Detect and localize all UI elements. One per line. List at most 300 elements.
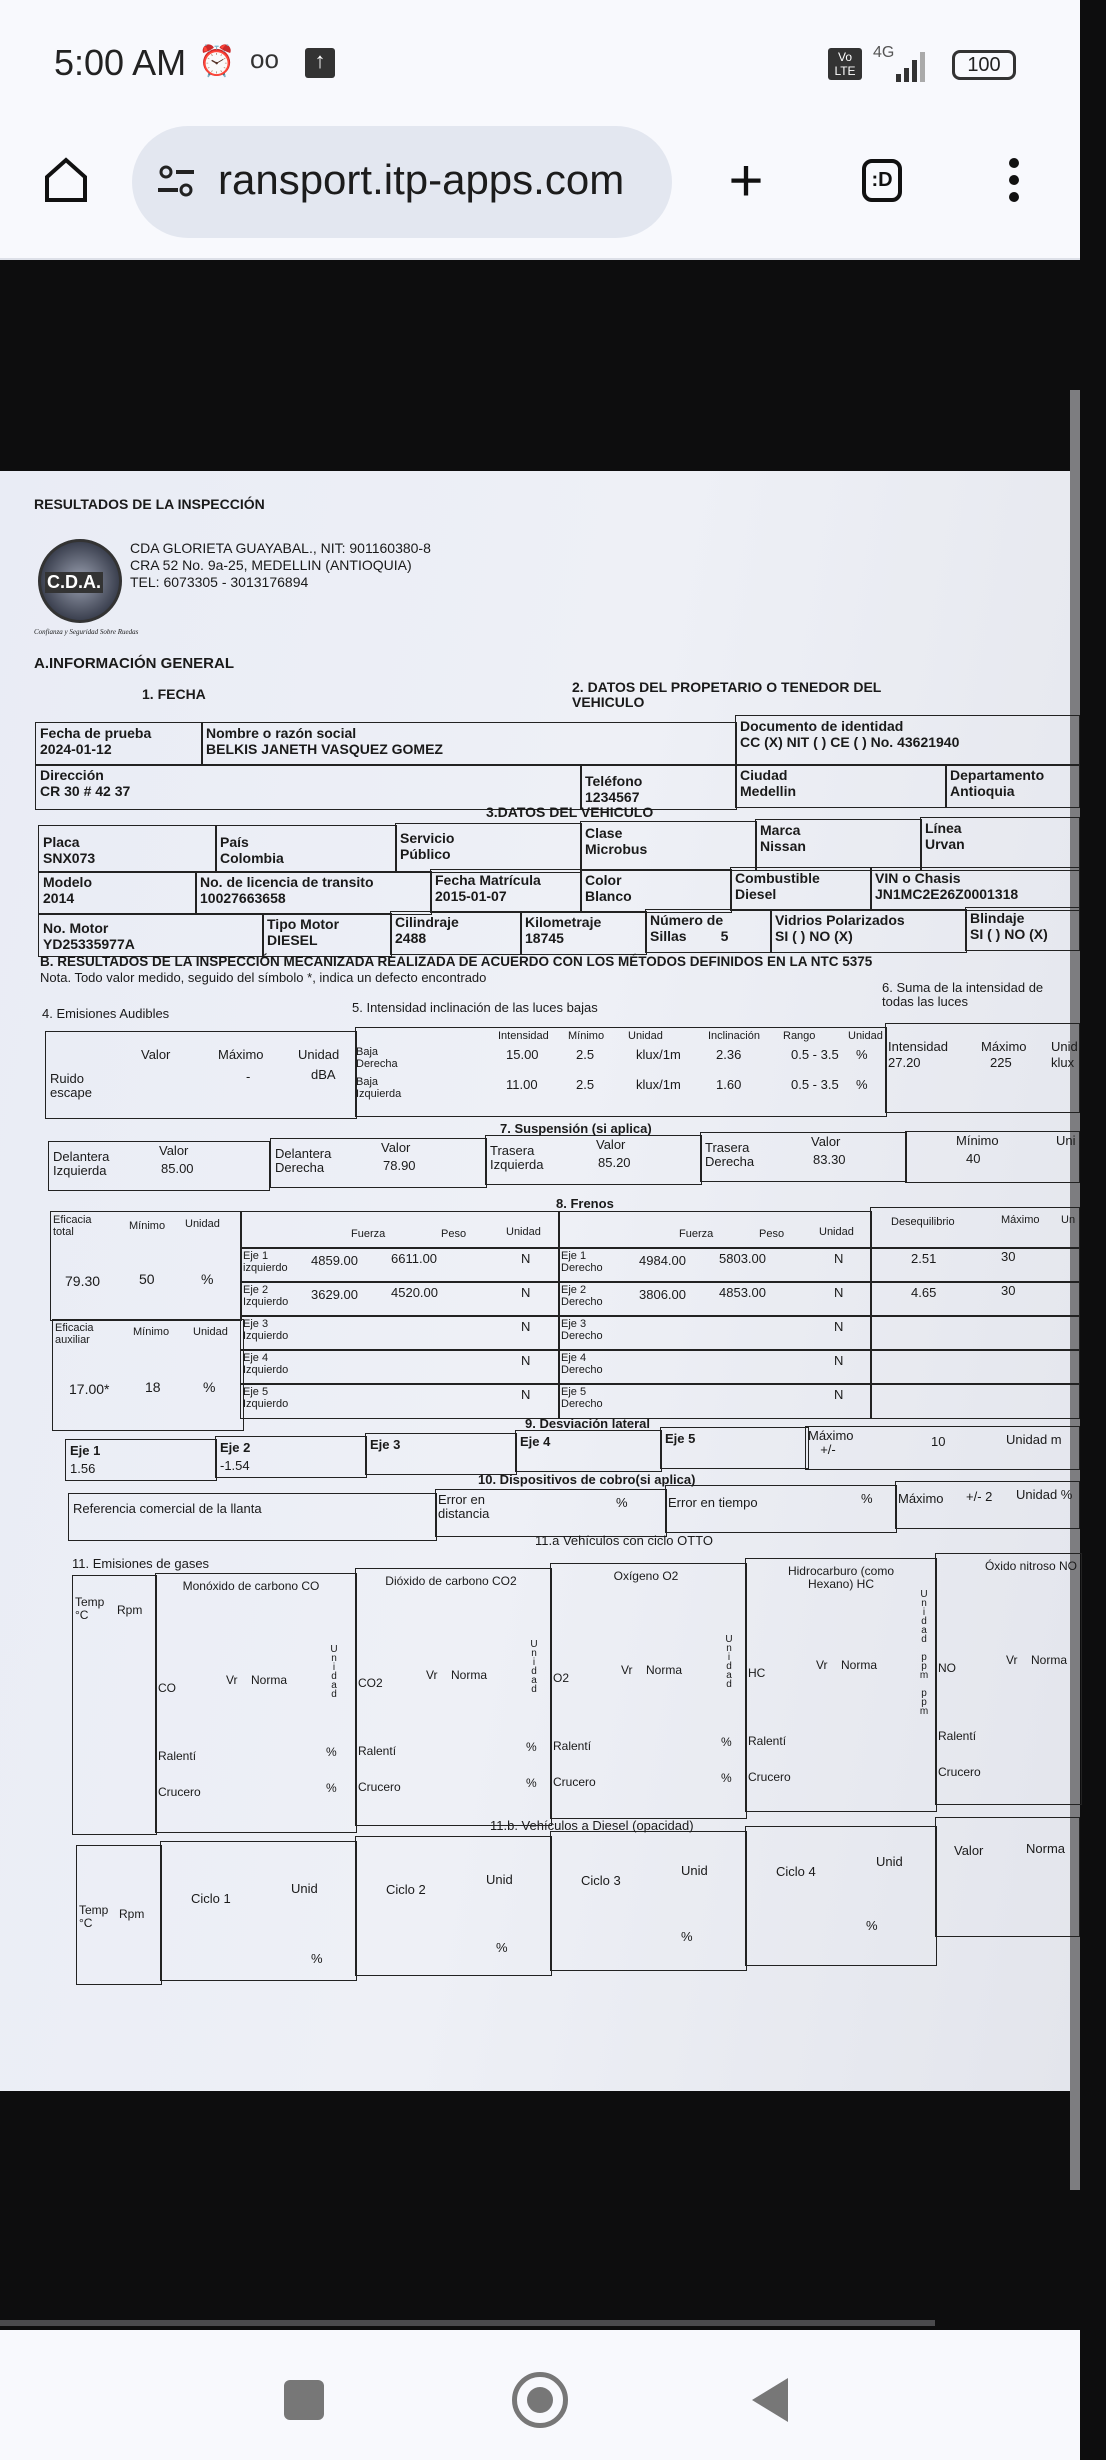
brake-row <box>558 1349 872 1385</box>
field-text: Referencia comercial de la llanta <box>73 1501 262 1516</box>
field-text: Temp °C <box>79 1903 109 1931</box>
desequilibrio-header <box>870 1207 1080 1249</box>
field-text: Medellin <box>740 783 797 800</box>
vr-label: Vr <box>816 1658 828 1672</box>
s11a-heading: 11.a Vehículos con ciclo OTTO <box>535 1533 713 1548</box>
field-text: 17.00* <box>69 1381 110 1397</box>
field-text: YD25335977A <box>43 936 135 953</box>
norma-label: Norma <box>451 1668 488 1682</box>
ralenti-label: Ralentí <box>748 1734 787 1748</box>
s4-heading: 4. Emisiones Audibles <box>42 1006 170 1021</box>
field-text: 225 <box>990 1055 1012 1070</box>
fecha-matricula-cell <box>430 869 582 913</box>
field-text: klux <box>1051 1055 1075 1070</box>
field-text: Unidad % <box>1016 1487 1073 1502</box>
cilindraje-cell <box>390 911 522 955</box>
desequilibrio-cell <box>870 1349 1080 1385</box>
s10-heading: 10. Dispositivos de cobro(si aplica) <box>478 1472 696 1487</box>
unit-value: N <box>834 1251 844 1266</box>
eje-label: Eje 4 <box>520 1434 551 1449</box>
desequilibrio-cell <box>870 1383 1080 1419</box>
field-text: SNX073 <box>43 850 96 867</box>
field-text: SI ( ) NO (X) <box>970 926 1048 943</box>
battery-icon: 100 <box>952 50 1016 80</box>
field-text: Nissan <box>760 838 806 855</box>
field-text: Mínimo <box>129 1220 166 1232</box>
modelo-cell <box>38 871 197 915</box>
field-text: Urvan <box>925 836 965 853</box>
maximo-label: Máximo <box>1001 1214 1040 1226</box>
field-text: Error en tiempo <box>668 1495 758 1510</box>
axle-label: Eje 4 Derecho <box>561 1352 603 1377</box>
field-text: Máximo <box>898 1491 944 1506</box>
desviacion-value: -1.54 <box>220 1458 250 1473</box>
unid-label: Unid <box>486 1872 513 1887</box>
fecha-heading: 1. FECHA <box>142 686 206 702</box>
gas-column <box>935 1553 1082 1805</box>
horizontal-scrollbar[interactable] <box>0 2320 935 2326</box>
desviacion-value: 1.56 <box>70 1461 96 1476</box>
gas-name: Oxígeno O2 <box>613 1569 679 1583</box>
ciclo-label: Ciclo 2 <box>386 1882 426 1897</box>
no-motor-cell <box>38 913 264 957</box>
desequilibrio-cell <box>870 1315 1080 1351</box>
field-text: Máximo <box>218 1047 264 1062</box>
plus-icon: + <box>728 146 764 214</box>
desviacion-cell <box>515 1430 662 1472</box>
suspension-value: 78.90 <box>383 1158 416 1173</box>
gas-name: Hidrocarburo (como Hexano) HC <box>787 1564 895 1592</box>
blindaje-cell <box>965 907 1080 951</box>
fuerza-header: Fuerza <box>351 1228 386 1240</box>
browser-toolbar <box>0 120 1080 260</box>
company-name: CDA GLORIETA GUAYABAL., NIT: 901160380-8 <box>130 540 431 556</box>
new-tab-button[interactable] <box>716 146 776 214</box>
field-text: Rpm <box>119 1907 145 1921</box>
field-text: 50 <box>139 1271 155 1287</box>
desequilibrio-cell <box>870 1281 1080 1317</box>
unit-value: N <box>521 1285 531 1300</box>
field-text: Nombre o razón social <box>206 725 357 741</box>
tipo-motor-cell <box>262 913 392 957</box>
field-text: Placa <box>43 834 80 850</box>
alarm-icon: ⏰ <box>198 45 236 78</box>
section-a-heading: A.INFORMACIÓN GENERAL <box>34 655 234 672</box>
axle-label: Eje 1 Derecho <box>561 1250 603 1275</box>
gas-column <box>155 1573 357 1833</box>
eficacia-auxiliar-cell <box>52 1319 244 1431</box>
suspension-label: Trasera Derecha <box>705 1140 755 1170</box>
brake-row <box>558 1315 872 1351</box>
vr-label: Vr <box>426 1668 438 1682</box>
unit-value: N <box>521 1353 531 1368</box>
field-text: % <box>861 1491 873 1506</box>
suspension-value: 85.00 <box>161 1161 194 1176</box>
more-vert-icon <box>1008 155 1020 205</box>
unidad-vertical: Unidad ppm ppm <box>918 1589 930 1715</box>
unid-label: Unid <box>291 1881 318 1896</box>
field-text: 10 <box>931 1434 946 1449</box>
field-text: +/- 2 <box>966 1489 993 1504</box>
field-text: Blindaje <box>970 910 1025 926</box>
unit-value: N <box>834 1319 844 1334</box>
peso-header: Peso <box>441 1228 467 1240</box>
field-text: Máximo +/- <box>808 1428 854 1458</box>
brake-row <box>240 1315 560 1351</box>
gas-name: Dióxido de carbono CO2 <box>385 1574 517 1588</box>
axle-label: Eje 2 Derecho <box>561 1284 603 1309</box>
field-text: Dirección <box>40 767 104 783</box>
field-text: 79.30 <box>65 1273 101 1289</box>
peso-header: Peso <box>759 1228 785 1240</box>
ruido-table <box>45 1031 357 1119</box>
vin-cell <box>870 867 1080 911</box>
company-address: CRA 52 No. 9a-25, MEDELLIN (ANTIOQUIA) <box>130 557 412 573</box>
norma-label: Norma <box>1026 1841 1066 1856</box>
unit-value: N <box>521 1387 531 1402</box>
field-text: Vidrios Polarizados <box>775 912 905 928</box>
status-bar <box>0 0 1080 120</box>
light-value: 2.5 <box>576 1077 595 1092</box>
valor-label: Valor <box>811 1134 841 1149</box>
brake-row <box>240 1349 560 1385</box>
field-text: 5 <box>720 928 729 945</box>
desequilibrio-value: 2.51 <box>911 1251 937 1266</box>
brake-row <box>240 1383 560 1419</box>
field-text: 40 <box>966 1151 981 1166</box>
kilometraje-cell <box>520 911 647 955</box>
documento-cell <box>735 715 1080 766</box>
owner-heading: 2. DATOS DEL PROPETARIO O TENEDOR DEL VEHICULO <box>572 679 882 711</box>
pais-cell <box>215 825 397 873</box>
fecha-prueba-cell <box>35 722 203 766</box>
axle-label: Eje 2 Izquierdo <box>243 1284 289 1309</box>
field-text: 2024-01-12 <box>40 741 112 758</box>
field-text: Marca <box>760 822 801 838</box>
departamento-cell <box>945 764 1080 808</box>
field-text: % <box>616 1495 628 1510</box>
field-text: Error en distancia <box>438 1492 490 1522</box>
field-text: Unidad <box>185 1218 220 1230</box>
valor-norma-cell <box>935 1817 1080 1937</box>
axle-label: Eje 5 Izquierdo <box>243 1386 289 1411</box>
network-type: 4G <box>873 44 895 61</box>
eje-label: Eje 5 <box>665 1431 696 1446</box>
field-text: Diesel <box>735 886 777 903</box>
s11-temp-rpm-cell <box>72 1575 157 1835</box>
field-text: Combustible <box>735 870 820 886</box>
gas-abbr: O2 <box>553 1671 570 1685</box>
placa-cell <box>38 825 217 873</box>
gas-abbr: CO2 <box>358 1676 383 1690</box>
tab-switcher-button[interactable] <box>852 150 912 210</box>
field-text: JN1MC2E26Z0001318 <box>875 886 1019 903</box>
vr-label: Vr <box>226 1673 238 1687</box>
field-text: Blanco <box>585 888 632 905</box>
field-text: No. Motor <box>43 920 109 936</box>
field-text: Público <box>400 846 451 863</box>
light-value: 0.5 - 3.5 <box>791 1077 839 1092</box>
pct-label: % <box>866 1918 878 1933</box>
vidrios-cell <box>770 909 967 953</box>
combustible-cell <box>730 867 872 911</box>
field-text: Antioquia <box>950 783 1015 800</box>
field-text: Fecha de prueba <box>40 725 152 741</box>
color-cell <box>580 869 732 913</box>
field-text: dBA <box>311 1067 336 1082</box>
field-text: 18745 <box>525 930 564 947</box>
linea-cell <box>920 817 1080 871</box>
s11b-heading: 11.b. Vehículos a Diesel (opacidad) <box>490 1818 694 1833</box>
valor-label: Valor <box>954 1843 984 1858</box>
column-header: Inclinación <box>708 1030 760 1042</box>
field-text: Ruido escape <box>50 1071 92 1101</box>
logo-text: C.D.A. <box>47 572 101 592</box>
field-text: 2014 <box>43 890 75 907</box>
field-text: Intensidad <box>888 1039 948 1054</box>
field-text: SI ( ) NO (X) <box>775 928 853 945</box>
suspension-cell <box>485 1135 702 1185</box>
unidad-vertical: Unidad <box>528 1639 540 1693</box>
ciudad-cell <box>735 764 947 808</box>
ciclo-label: Ciclo 4 <box>776 1864 816 1879</box>
norma-label: Norma <box>646 1663 683 1677</box>
field-text: Uni <box>1056 1133 1076 1148</box>
eje-label: Eje 2 <box>220 1440 251 1455</box>
licencia-cell <box>195 871 432 915</box>
desviacion-cell <box>660 1427 809 1469</box>
light-value: klux/1m <box>636 1047 681 1062</box>
field-text: Unidad m <box>1006 1432 1062 1447</box>
field-text: Departamento <box>950 767 1045 783</box>
brake-row <box>558 1281 872 1317</box>
column-header: Rango <box>783 1030 816 1042</box>
norma-label: Norma <box>841 1658 878 1672</box>
suspension-cell <box>270 1138 487 1188</box>
vr-label: Vr <box>621 1663 633 1677</box>
field-text: 1234567 <box>585 789 640 806</box>
field-text: Documento de identidad <box>740 718 904 734</box>
frenos-header <box>558 1211 872 1249</box>
desviacion-cell <box>365 1433 517 1475</box>
desviacion-cell <box>215 1436 367 1478</box>
system-nav-bar <box>0 2330 1080 2460</box>
pct-label: % <box>721 1771 732 1785</box>
field-text: Línea <box>925 820 962 836</box>
brake-row <box>558 1383 872 1419</box>
gas-name: Monóxido de carbono CO <box>182 1579 320 1593</box>
field-text: - <box>246 1069 251 1084</box>
recents-button[interactable] <box>284 2380 324 2420</box>
suspension-value: 85.20 <box>598 1155 631 1170</box>
crucero-label: Crucero <box>158 1785 201 1799</box>
suspension-label: Delantera Derecha <box>275 1146 332 1176</box>
ciclo-label: Ciclo 3 <box>581 1873 621 1888</box>
valor-label: Valor <box>381 1140 411 1155</box>
column-header: Intensidad <box>498 1030 549 1042</box>
peso-value: 5803.00 <box>719 1251 766 1266</box>
field-text: Valor <box>141 1047 171 1062</box>
s11b-temp-rpm-cell <box>76 1845 162 1985</box>
field-text: DIESEL <box>267 932 318 949</box>
axle-label: Eje 1 izquierdo <box>243 1250 288 1275</box>
valor-label: Valor <box>159 1143 189 1158</box>
site-settings-icon <box>154 162 198 202</box>
ciclo-column <box>745 1826 937 1966</box>
light-value: % <box>856 1077 868 1092</box>
peso-value: 6611.00 <box>391 1251 438 1266</box>
referencia-llanta-cell <box>68 1493 437 1541</box>
valor-label: Valor <box>596 1137 626 1152</box>
ciclo-column <box>160 1841 357 1981</box>
gas-abbr: HC <box>748 1666 766 1680</box>
maximo-value: 30 <box>1001 1249 1016 1264</box>
field-text: Ciudad <box>740 767 788 783</box>
norma-label: Norma <box>1031 1653 1068 1667</box>
light-value: % <box>856 1047 868 1062</box>
column-header: Unidad <box>628 1030 663 1042</box>
desviacion-cell <box>65 1439 217 1481</box>
pct-label: % <box>326 1745 337 1759</box>
fuerza-value: 3806.00 <box>639 1287 686 1302</box>
unidad-vertical: Unidad <box>723 1634 735 1688</box>
field-text: VIN o Chasis <box>875 870 961 886</box>
field-text: Unidad <box>193 1326 228 1338</box>
eje-label: Eje 3 <box>370 1437 401 1452</box>
home-button[interactable] <box>36 150 96 210</box>
light-value: 11.00 <box>506 1077 538 1092</box>
field-text: CC (X) NIT ( ) CE ( ) No. 43621940 <box>740 734 960 751</box>
field-text: 10027663658 <box>200 890 286 907</box>
peso-value: 4520.00 <box>391 1285 438 1300</box>
ciclo-label: Ciclo 1 <box>191 1891 231 1906</box>
gas-column <box>550 1563 747 1819</box>
s11-heading: 11. Emisiones de gases <box>72 1556 210 1571</box>
field-text: No. de licencia de transito <box>200 874 374 890</box>
axle-label: Eje 4 Izquierdo <box>243 1352 289 1377</box>
back-button[interactable] <box>752 2378 788 2422</box>
address-bar[interactable] <box>132 126 672 238</box>
crucero-label: Crucero <box>553 1775 596 1789</box>
light-row-label: Baja Izquierda <box>356 1076 402 1101</box>
desviacion-maximo-cell <box>805 1426 1080 1470</box>
unid-label: Unid <box>876 1854 903 1869</box>
field-text: Tipo Motor <box>267 916 340 932</box>
home-nav-button[interactable] <box>512 2372 568 2428</box>
unidad-vertical: Unidad <box>328 1644 340 1698</box>
field-text: Eficacia auxiliar <box>55 1322 94 1347</box>
suspension-label: Trasera Izquierda <box>490 1143 544 1173</box>
field-text: Mínimo <box>956 1133 999 1148</box>
unidad-header: Unidad <box>819 1226 854 1238</box>
field-text: Rpm <box>117 1603 143 1617</box>
sillas-cell <box>645 909 772 953</box>
field-text: 2015-01-07 <box>435 888 507 905</box>
suspension-cell <box>48 1141 270 1191</box>
suspension-minimo-cell <box>905 1131 1080 1183</box>
inspection-document <box>0 471 1078 2091</box>
logo-slogan: Confianza y Seguridad Sobre Ruedas <box>34 628 139 636</box>
suspension-cell <box>700 1132 907 1182</box>
gas-abbr: CO <box>158 1681 176 1695</box>
light-value: 2.36 <box>716 1047 742 1062</box>
pct-label: % <box>326 1781 337 1795</box>
field-text: Teléfono <box>585 773 643 789</box>
fuerza-header: Fuerza <box>679 1228 714 1240</box>
suspension-value: 83.30 <box>813 1152 846 1167</box>
signal-icon <box>882 50 942 82</box>
field-text: Microbus <box>585 841 648 858</box>
ciclo-column <box>550 1831 747 1971</box>
fuerza-value: 4859.00 <box>311 1253 358 1268</box>
servicio-cell <box>395 823 582 873</box>
s8-heading: 8. Frenos <box>556 1196 614 1211</box>
peso-value: 4853.00 <box>719 1285 766 1300</box>
ralenti-label: Ralentí <box>553 1739 592 1753</box>
pct-label: % <box>681 1929 693 1944</box>
frenos-header <box>240 1211 560 1249</box>
unidad-label: Un <box>1061 1214 1076 1226</box>
gas-column <box>355 1568 552 1826</box>
field-text: 27.20 <box>888 1055 921 1070</box>
unit-value: N <box>834 1353 844 1368</box>
s7-heading: 7. Suspensión (si aplica) <box>500 1121 652 1136</box>
field-text: Eficacia total <box>53 1214 92 1239</box>
light-value: klux/1m <box>636 1077 681 1092</box>
light-value: 2.5 <box>576 1047 595 1062</box>
gas-abbr: NO <box>938 1661 956 1675</box>
field-text: Número de <box>650 912 724 928</box>
volte-icon: Vo LTE <box>828 48 862 80</box>
field-text: País <box>220 834 249 850</box>
ralenti-label: Ralentí <box>158 1749 197 1763</box>
norma-label: Norma <box>251 1673 288 1687</box>
nombre-cell <box>201 722 737 766</box>
axle-label: Eje 5 Derecho <box>561 1386 603 1411</box>
unid-label: Unid <box>681 1863 708 1878</box>
unit-value: N <box>521 1319 531 1334</box>
menu-button[interactable] <box>984 150 1044 210</box>
voicemail-icon: oo <box>250 44 279 74</box>
maximo-value: 30 <box>1001 1283 1016 1298</box>
field-text: Máximo <box>981 1039 1027 1054</box>
crucero-label: Crucero <box>748 1770 791 1784</box>
brake-row <box>240 1247 560 1283</box>
home-dot-icon <box>527 2387 553 2413</box>
field-text: Sillas <box>650 928 687 945</box>
pct-label: % <box>526 1740 537 1754</box>
cobro-maximo-cell <box>895 1481 1080 1529</box>
field-text: Clase <box>585 825 623 841</box>
field-text: 2488 <box>395 930 427 947</box>
tab-count: :D <box>862 159 901 202</box>
doc-title: RESULTADOS DE LA INSPECCIÓN <box>34 496 265 512</box>
field-text: % <box>201 1271 214 1287</box>
company-phone: TEL: 6073305 - 3013176894 <box>130 574 309 590</box>
suspension-label: Delantera Izquierda <box>53 1149 110 1179</box>
field-text: Cilindraje <box>395 914 459 930</box>
column-header: Mínimo <box>568 1030 605 1042</box>
ralenti-label: Ralentí <box>358 1744 397 1758</box>
field-text: CR 30 # 42 37 <box>40 783 131 800</box>
crucero-label: Crucero <box>358 1780 401 1794</box>
light-value: 0.5 - 3.5 <box>791 1047 839 1062</box>
unit-value: N <box>834 1285 844 1300</box>
axle-label: Eje 3 Izquierdo <box>243 1318 289 1343</box>
field-text: Kilometraje <box>525 914 602 930</box>
light-row-label: Baja Derecha <box>356 1046 398 1071</box>
desequilibrio-cell <box>870 1247 1080 1283</box>
